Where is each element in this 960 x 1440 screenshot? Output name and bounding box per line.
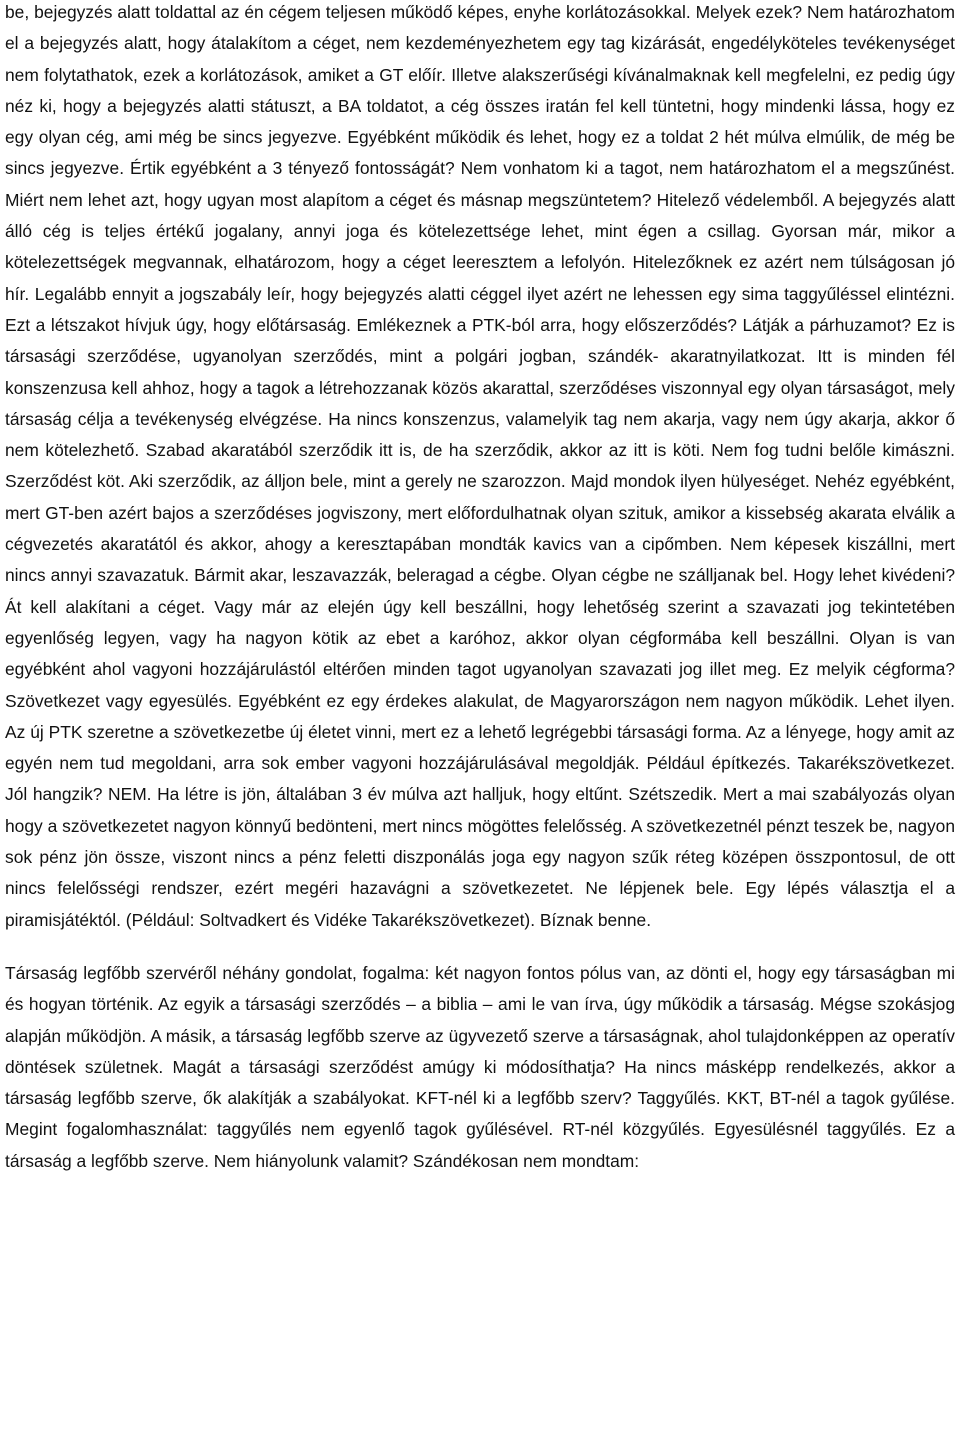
document-page — [5, 0, 955, 1177]
body-paragraph: be, bejegyzés alatt toldattal az én cégem teljesen működő képes, enyhe korlátozásokkal. Melyek ezek? Nem határozhatom el a bejegyzés alatt, hogy átalakítom a céget, nem kezdeményezhetem egy tag kizárását, engedélyköteles tevékenységet nem folytathatok, ezek a korlátozások, amiket a GT előír. Illetve alakszerűségi kívánalmaknak kell megfelelni, ez pedig úgy néz ki, hogy a bejegyzés alatti státuszt, a BA toldatot, a cég összes iratán fel kell tüntetni, hogy mindenki lássa, hogy ez egy olyan cég, ami még be sincs jegyezve. Egyébként működik és lehet, hogy ez a toldat 2 hét múlva elmúlik, de még be sincs jegyezve. Értik egyébként a 3 tényező fontosságát? Nem vonhatom ki a tagot, nem határozhatom el a megszűnést. Miért nem lehet azt, hogy ugyan most alapítom a céget és másnap megszüntetem? Hitelező védelemből. A bejegyzés alatt álló cég is teljes értékű jogalany, annyi joga és kötelezettsége lehet, mint égen a csillag. Gyorsan már, mikor a kötelezettségek megvannak, elhatározom, hogy a céget leeresztem a lefolyón. Hitelezőknek ez azért nem túlságosan jó hír. Legalább ennyit a jogszabály leír, hogy bejegyzés alatti céggel ilyet azért ne lehessen egy sima taggyűléssel elintézni. Ezt a létszakot hívjuk úgy, hogy előtársaság. Emlékeznek a PTK-ból arra, hogy előszerződés? Látják a párhuzamot? Ez is társasági szerződése, ugyanolyan szerződés, mint a polgári jogban, szándék- akaratnyilatkozat. Itt is minden fél konszenzusa kell ahhoz, hogy a tagok a létrehozzanak közös akarattal, szerződéses viszonnyal egy olyan társaságot, mely társaság célja a tevékenység elvégzése. Ha nincs konszenzus, valamelyik tag nem akarja, vagy nem úgy akarja, akkor ő nem kötelezhető. Szabad akaratából szerződik itt is, de ha szerződik, akkor az itt is köti. Nem fog tudni belőle kimászni. Szerződést köt. Aki szerződik, az álljon bele, mint a gerely ne szarozzon. Majd mondok ilyen hülyeséget. Nehéz egyébként, mert GT-ben azért bajos a szerződéses jogviszony, mert előfordulhatnak olyan szituk, amikor a kissebség akarata elválik a cégvezetés akaratától és akkor, ahogy a keresztapában mondták kavics van a cipőmben. Nem képesek kiszállni, mert nincs annyi szavazatuk. Bármit akar, leszavazzák, beleragad a cégbe. Olyan cégbe ne szálljanak bel. Hogy lehet kivédeni? Át kell alakítani a céget. Vagy már az elején úgy kell beszállni, hogy lehetőség szerint a szavazati jog tekintetében egyenlőség legyen, vagy ha nagyon kötik az ebet a karóhoz, akkor olyan cégformába kell beszállni. Olyan is van egyébként ahol vagyoni hozzájárulástól eltérően minden tagot ugyanolyan szavazati jog illet meg. Ez melyik cégforma? Szövetkezet vagy egyesülés. Egyébként ez egy érdekes alakulat, de Magyarországon nem nagyon működik. Lehet ilyen. Az új PTK szeretne a szövetkezetbe új életet vinni, mert ez a lehető legrégebbi társasági forma. Az a lényege, hogy amit az egyén nem tud megoldani, arra sok ember vagyoni hozzájárulásával megoldják. Például építkezés. Takarékszövetkezet. Jól hangzik? NEM. Ha létre is jön, általában 3 év múlva azt halljuk, hogy eltűnt. Szétszedik. Mert a mai szabályozás olyan hogy a szövetkezetet nagyon könnyű bedönteni, mert nincs mögöttes felelősség. A szövetkezetnél pénzt teszek be, nagyon sok pénz jön össze, viszont nincs a pénz feletti diszponálás joga egy nagyon szűk réteg középen összpontosul, de ott nincs felelősségi rendszer, ezért megéri hazavágni a szövetkezetet. Ne lépjenek bele. Egy lépés választja el a piramisjátéktól. (Például: Soltvadkert és Vidéke Takarékszövetkezet). Bíznak benne. — [5, 2, 955, 930]
body-paragraph: Társaság legfőbb szervéről néhány gondolat, fogalma: két nagyon fontos pólus van, az dönti el, hogy egy társaságban mi és hogyan történik. Az egyik a társasági szerződés – a biblia – ami le van írva, úgy működik a társaság. Mégse szokásjog alapján működjön. A másik, a társaság legfőbb szerve az ügyvezető szerve a társaságnak, ahol tulajdonképpen az operatív döntések születnek. Magát a társasági szerződést amúgy ki módosíthatja? Ha nincs másképp rendelkezés, akkor a társaság legfőbb szerve, ők alakítják a szabályokat. KFT-nél ki a legfőbb szerv? Taggyűlés. KKT, BT-nél a tagok gyűlése. Megint fogalomhasználat: taggyűlés nem egyenlő tagok gyűlésével. RT-nél közgyűlés. Egyesülésnél taggyűlés. Ez a társaság a legfőbb szerve. Nem hiányolunk valamit? Szándékosan nem mondtam: — [5, 962, 955, 1171]
